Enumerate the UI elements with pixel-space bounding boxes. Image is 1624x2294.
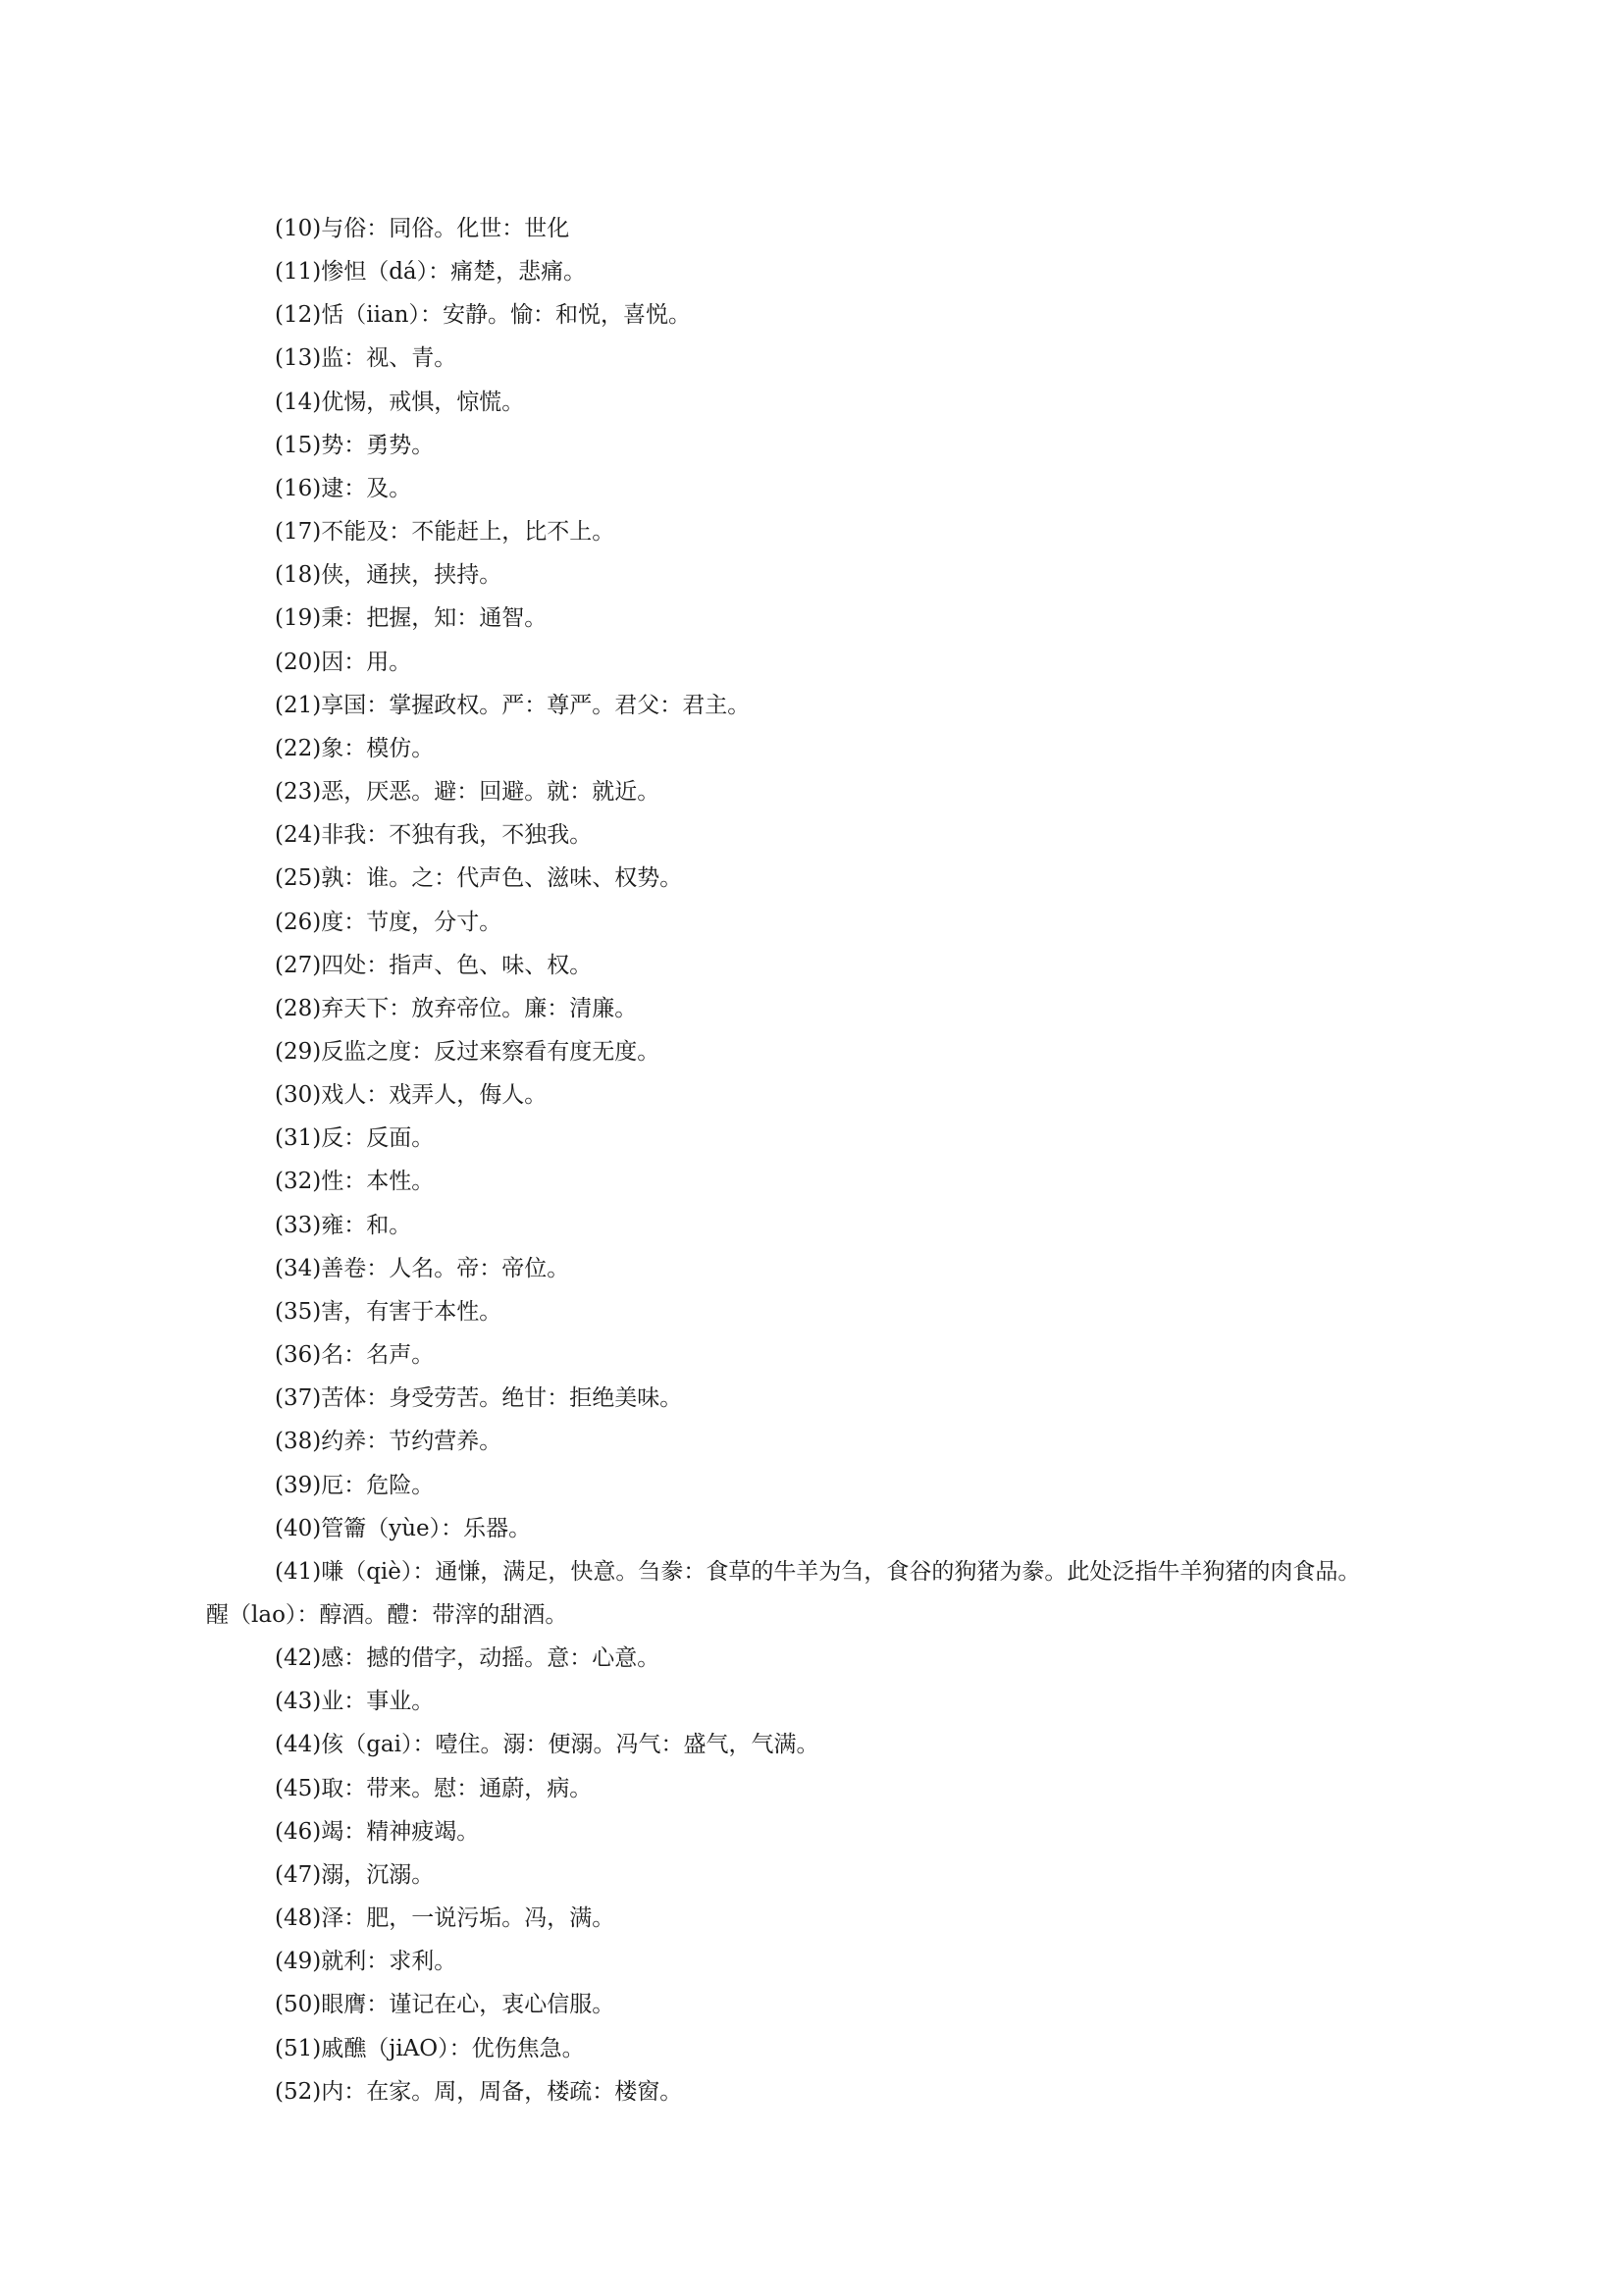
note-16: (16)逮：及。 [275, 475, 412, 501]
note-50: (50)眼膺：谨记在心，衷心信服。 [275, 1992, 615, 2018]
note-10: (10)与俗：同俗。化世：世化 [275, 216, 570, 241]
note-49: (49)就利：求利。 [275, 1949, 457, 1975]
note-17: (17)不能及：不能赶上，比不上。 [275, 519, 615, 546]
note-18: (18)侠，通挟，挟持。 [275, 562, 502, 589]
note-35: (35)害，有害于本性。 [275, 1298, 502, 1325]
note-46: (46)竭：精神疲竭。 [275, 1818, 480, 1845]
note-25: (25)孰：谁。之：代声色、滋味、权势。 [275, 865, 683, 892]
note-11: (11)惨怛（dá）：痛楚，悲痛。 [275, 259, 587, 286]
note-26: (26)度：节度，分寸。 [275, 909, 502, 935]
note-36: (36)名：名声。 [275, 1342, 435, 1369]
note-44: (44)侅（gai）：噎住。溺：便溺。冯气：盛气，气满。 [275, 1732, 819, 1758]
note-39: (39)厄：危险。 [275, 1472, 435, 1498]
note-27: (27)四处：指声、色、味、权。 [275, 952, 593, 978]
note-14: (14)优惕，戒惧，惊慌。 [275, 389, 525, 415]
note-19: (19)秉：把握，知：通智。 [275, 605, 548, 632]
note-30: (30)戏人：戏弄人，侮人。 [275, 1082, 548, 1109]
note-48: (48)泽：肥，一说污垢。冯，满。 [275, 1905, 615, 1932]
note-24: (24)非我：不独有我，不独我。 [275, 822, 593, 849]
note-33: (33)雍：和。 [275, 1212, 412, 1238]
note-29: (29)反监之度：反过来察看有度无度。 [275, 1038, 660, 1065]
note-23: (23)恶，厌恶。避：回避。就：就近。 [275, 779, 660, 806]
note-34: (34)善卷：人名。帝：帝位。 [275, 1255, 570, 1281]
note-37: (37)苦体：身受劳苦。绝甘：拒绝美味。 [275, 1385, 683, 1412]
note-22: (22)象：模仿。 [275, 735, 435, 761]
note-38: (38)约养：节约营养。 [275, 1429, 502, 1455]
annotation-list [206, 207, 1374, 2113]
note-41: (41)嗛（qiè）：通慊，满足，快意。刍豢：食草的牛羊为刍，食谷的狗猪为豢。此处泛指牛羊狗猪的肉食品。醒（lao）：醇酒。醴：带滓的甜酒。 [206, 1558, 1361, 1628]
note-42: (42)感：撼的借字，动摇。意：心意。 [275, 1645, 660, 1672]
note-28: (28)弃天下：放弃帝位。廉：清廉。 [275, 995, 638, 1021]
note-45: (45)取：带来。慰：通蔚，病。 [275, 1775, 593, 1801]
note-47: (47)溺，沉溺。 [275, 1861, 435, 1888]
note-21: (21)享国：掌握政权。严：尊严。君父：君主。 [275, 692, 751, 718]
note-15: (15)势：勇势。 [275, 432, 435, 458]
note-32: (32)性：本性。 [275, 1169, 435, 1195]
note-12: (12)恬（iian）：安静。愉：和悦，喜悦。 [275, 302, 691, 329]
note-52: (52)内：在家。周，周备，楼疏：楼窗。 [275, 2078, 683, 2105]
note-13: (13)监：视、青。 [275, 345, 457, 372]
note-40: (40)管籥（yùe）：乐器。 [275, 1515, 532, 1541]
note-20: (20)因：用。 [275, 649, 412, 675]
note-31: (31)反：反面。 [275, 1125, 435, 1152]
note-43: (43)业：事业。 [275, 1689, 435, 1715]
note-51: (51)戚醮（jiAO）：优伤焦急。 [275, 2035, 585, 2061]
